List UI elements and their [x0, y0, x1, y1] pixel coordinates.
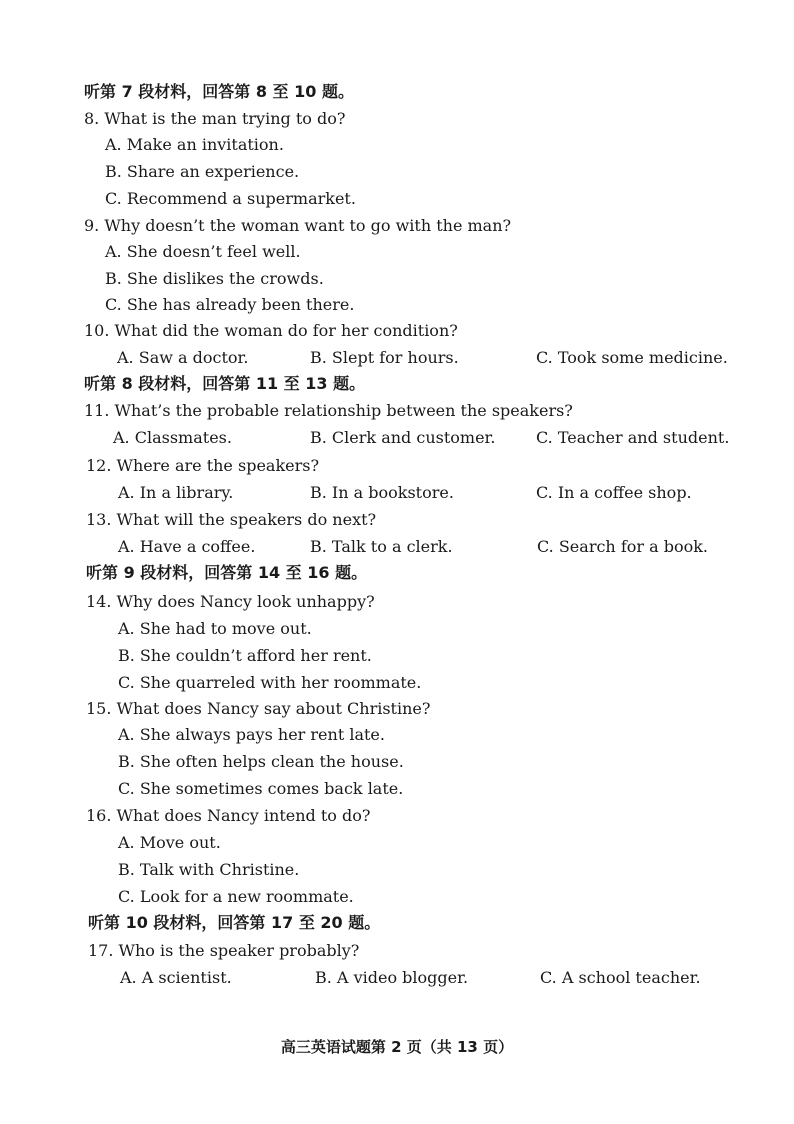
answer-option: C. A school teacher. [540, 968, 701, 987]
answer-option: C. Search for a book. [537, 537, 709, 556]
answer-option: A. Make an invitation. [105, 135, 284, 154]
section-heading: 听第 8 段材料，回答第 11 至 13 题。 [84, 374, 366, 393]
answer-option: A. She always pays her rent late. [118, 725, 385, 744]
question-stem: 8. What is the man trying to do? [84, 109, 346, 128]
answer-option: C. Recommend a supermarket. [105, 189, 356, 208]
answer-option: C. She has already been there. [105, 295, 355, 314]
answer-option: B. In a bookstore. [310, 483, 454, 502]
answer-option: C. She sometimes comes back late. [118, 779, 404, 798]
answer-option: B. She dislikes the crowds. [105, 269, 324, 288]
answer-option: A. She had to move out. [118, 619, 312, 638]
answer-option: A. A scientist. [120, 968, 232, 987]
question-stem: 10. What did the woman do for her condition? [84, 321, 458, 340]
section-heading: 听第 10 段材料，回答第 17 至 20 题。 [88, 913, 381, 932]
question-stem: 13. What will the speakers do next? [86, 510, 377, 529]
answer-option: C. Took some medicine. [536, 348, 728, 367]
question-stem: 15. What does Nancy say about Christine? [86, 699, 431, 718]
question-stem: 11. What’s the probable relationship between the speakers? [84, 401, 573, 420]
answer-option: B. A video blogger. [315, 968, 469, 987]
section-heading: 听第 7 段材料，回答第 8 至 10 题。 [84, 82, 354, 101]
answer-option: B. She couldn’t afford her rent. [118, 646, 372, 665]
answer-option: B. Slept for hours. [310, 348, 459, 367]
answer-option: A. Move out. [118, 833, 221, 852]
answer-option: B. Clerk and customer. [310, 428, 496, 447]
answer-option: C. Teacher and student. [536, 428, 730, 447]
answer-option: B. Talk to a clerk. [310, 537, 453, 556]
answer-option: C. Look for a new roommate. [118, 887, 354, 906]
question-stem: 14. Why does Nancy look unhappy? [86, 592, 375, 611]
question-stem: 9. Why doesn’t the woman want to go with the man? [84, 216, 512, 235]
answer-option: B. She often helps clean the house. [118, 752, 404, 771]
answer-option: A. In a library. [118, 483, 234, 502]
answer-option: C. She quarreled with her roommate. [118, 673, 422, 692]
answer-option: A. Saw a doctor. [117, 348, 249, 367]
answer-option: C. In a coffee shop. [536, 483, 692, 502]
answer-option: A. Classmates. [113, 428, 232, 447]
section-heading: 听第 9 段材料，回答第 14 至 16 题。 [86, 563, 368, 582]
answer-option: A. Have a coffee. [118, 537, 256, 556]
answer-option: A. She doesn’t feel well. [105, 242, 301, 261]
question-stem: 17. Who is the speaker probably? [88, 941, 360, 960]
answer-option: B. Share an experience. [105, 162, 300, 181]
question-stem: 12. Where are the speakers? [86, 456, 320, 475]
question-stem: 16. What does Nancy intend to do? [86, 806, 371, 825]
page-footer: 高三英语试题第 2 页（共 13 页） [280, 1038, 514, 1056]
answer-option: B. Talk with Christine. [118, 860, 300, 879]
